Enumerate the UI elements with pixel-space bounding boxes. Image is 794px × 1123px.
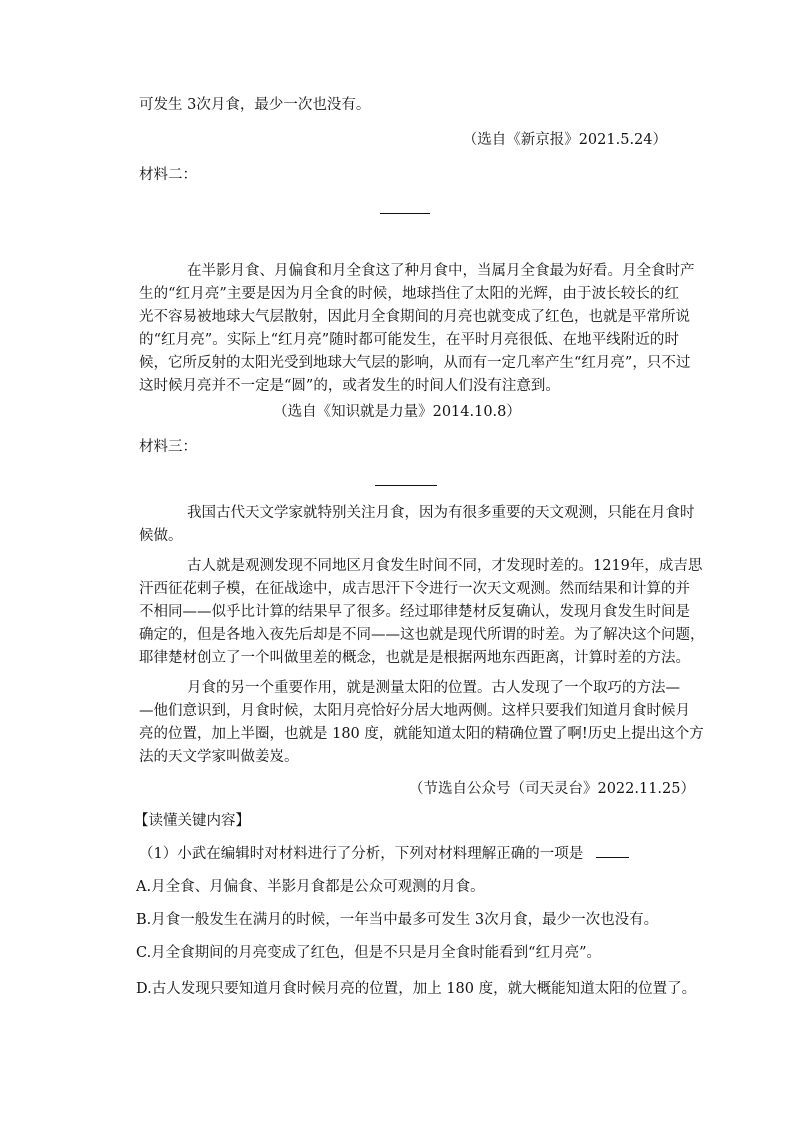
question-1 (139, 843, 679, 865)
paragraph-line: 生的“红月亮”主要是因为月全食的时候，地球挡住了太阳的光辉，由于波长较长的红 (139, 286, 679, 302)
paragraph-line: 法的天文学家叫做姜岌。 (139, 749, 299, 765)
material-two-source: （选自《知识就是力量》2014.10.8） (273, 404, 521, 420)
option-a[interactable]: A.月全食、月偏食、半影月食都是公众可观测的月食。 (136, 879, 485, 895)
paragraph-line: 我国古代天文学家就特别关注月食，因为有很多重要的天文观测，只能在月食时 (187, 505, 695, 521)
paragraph-line: 光不容易被地球大气层散射，因此月全食期间的月亮也就变成了红色，也就是平常所说 (139, 309, 690, 325)
paragraph-line: 这时候月亮并不一定是“圆”的，或者发生的时间人们没有注意到。 (139, 378, 560, 394)
paragraph-line: 月食的另一个重要作用，就是测量太阳的位置。古人发现了一个取巧的方法— (187, 680, 680, 696)
paragraph-line: 汗西征花剌子模，在征战途中，成吉思汗下令进行一次天文观测。然而结果和计算的并 (139, 581, 690, 597)
paragraph-line: 耶律楚材创立了一个叫做里差的概念，也就是是根据两地东西距离，计算时差的方法。 (139, 650, 690, 666)
paragraph-line: 不相同——似乎比计算的结果早了很多。经过耶律楚材反复确认，发现月食发生时间是 (139, 604, 690, 620)
question-text: （1）小武在编辑时对材料进行了分析，下列对材料理解正确的一项是 (139, 846, 584, 862)
material-two-title-blank[interactable] (380, 213, 430, 214)
option-d[interactable]: D.古人发现只要知道月食时候月亮的位置，加上 180 度，就大概能知道太阳的位置了。 (136, 981, 697, 997)
material-two-label: 材料二： (139, 167, 197, 183)
paragraph-line: 候，它所反射的太阳光受到地球大气层的影响，从而有一定几率产生“红月亮”，只不过 (139, 355, 691, 371)
material-three-label: 材料三： (139, 439, 197, 455)
option-c[interactable]: C.月全食期间的月亮变成了红色，但是不只是月全食时能看到“红月亮”。 (136, 945, 602, 961)
option-b[interactable]: B.月食一般发生在满月的时候，一年当中最多可发生 3次月食，最少一次也没有。 (136, 912, 659, 928)
paragraph-line: 确定的，但是各地入夜先后却是不同——这也就是现代所谓的时差。为了解决这个问题， (139, 627, 705, 643)
paragraph-line: 在半影月食、月偏食和月全食这了种月食中，当属月全食最为好看。月全食时产 (187, 263, 695, 279)
material-one-last-line: 可发生 3次月食，最少一次也没有。 (139, 97, 371, 113)
paragraph-line: 的“红月亮”。实际上“红月亮”随时都可能发生，在平时月亮很低、在地平线附近的时 (139, 332, 679, 348)
section-heading: 【读懂关键内容】 (134, 813, 250, 829)
material-three-source: （节选自公众号（司天灵台》2022.11.25） (408, 781, 695, 797)
answer-blank[interactable] (596, 843, 629, 858)
material-one-source: （选自《新京报》2021.5.24） (462, 132, 667, 148)
paragraph-line: —他们意识到，月食时候，太阳月亮恰好分居大地两侧。这样只要我们知道月食时候月 (139, 703, 690, 719)
paragraph-line: 候做。 (139, 528, 183, 544)
material-three-title-blank[interactable] (375, 485, 437, 486)
paragraph-line: 古人就是观测发现不同地区月食发生时间不同，才发现时差的。1219年，成吉思 (187, 558, 703, 574)
paragraph-line: 亮的位置，加上半圈，也就是 180 度，就能知道太阳的精确位置了啊!历史上提出这个方 (139, 726, 704, 742)
